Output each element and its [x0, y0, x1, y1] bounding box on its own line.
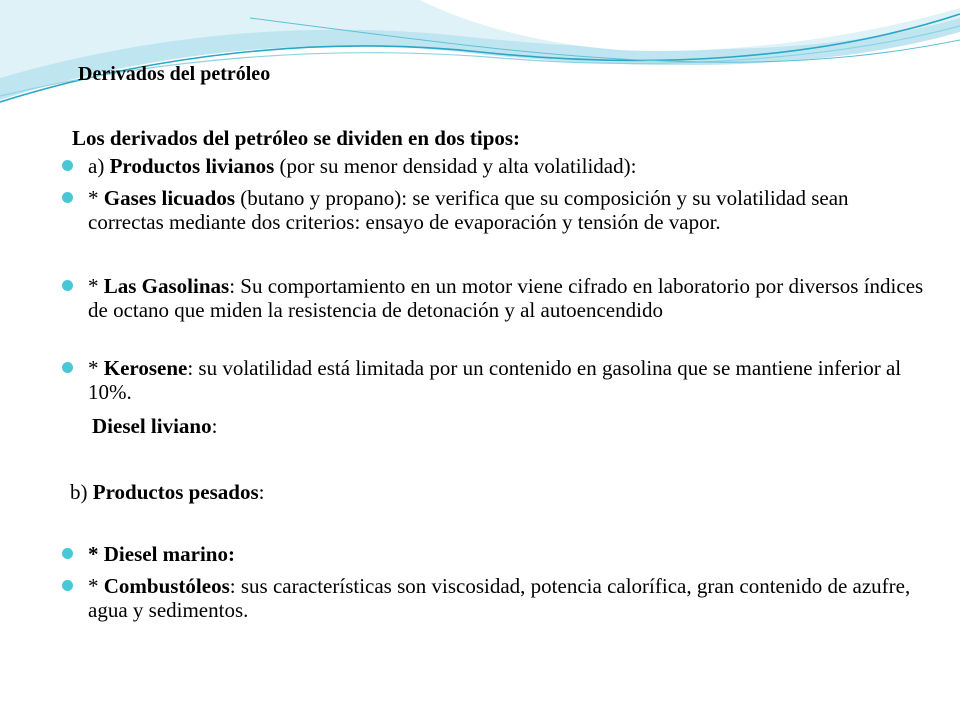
item-bold: Combustóleos [103, 574, 230, 598]
item-bold: Kerosene [103, 356, 188, 380]
item-prefix: * [88, 356, 104, 380]
bullet-icon [62, 580, 73, 591]
list-item-text [88, 186, 928, 234]
item-rest: : Su comportamiento en un motor viene cifrado en laboratorio por diversos índices de octano que miden la resistencia de detonación y al autoencendido [88, 274, 924, 322]
bullet-icon [62, 192, 73, 203]
item-rest: : sus características son viscosidad, potencia calorífica, gran contenido de azufre, agua y sedimentos. [88, 574, 911, 622]
item-bold: Diesel marino: [103, 542, 235, 566]
list-item-text [88, 274, 928, 322]
item-prefix: * [88, 574, 104, 598]
item-bold: Las Gasolinas [103, 274, 230, 298]
item-prefix: a) [88, 154, 110, 178]
item-bold: Gases licuados [103, 186, 236, 210]
diesel-liviano-line [92, 414, 217, 438]
section-b-prefix: b) [70, 480, 93, 504]
item-prefix: * [88, 186, 104, 210]
list-item-text [88, 154, 928, 178]
item-prefix: * [88, 542, 104, 566]
item-bold: Productos livianos [109, 154, 275, 178]
section-b-heading [70, 480, 264, 504]
item-rest: (por su menor densidad y alta volatilidad): [274, 154, 637, 178]
list-item-text [88, 542, 928, 566]
section-b-rest: : [258, 480, 265, 504]
bullet-icon [62, 362, 73, 373]
section-b-bold: Productos pesados [92, 480, 259, 504]
diesel-liviano-bold: Diesel liviano [92, 414, 212, 438]
list-item-text [88, 356, 928, 404]
bullet-icon [62, 160, 73, 171]
item-prefix: * [88, 274, 104, 298]
item-rest: : su volatilidad está limitada por un contenido en gasolina que se mantiene inferior al 10%. [88, 356, 902, 404]
item-rest: (butano y propano): se verifica que su composición y su volatilidad sean correctas mediante dos criterios: ensayo de evaporación y tensión de vapor. [88, 186, 849, 234]
bullet-icon [62, 280, 73, 291]
slide-title: Derivados del petróleo [78, 63, 271, 85]
bullet-icon [62, 548, 73, 559]
list-item-text [88, 574, 928, 622]
diesel-liviano-rest: : [211, 414, 218, 438]
intro-heading: Los derivados del petróleo se dividen en dos tipos: [72, 126, 521, 150]
